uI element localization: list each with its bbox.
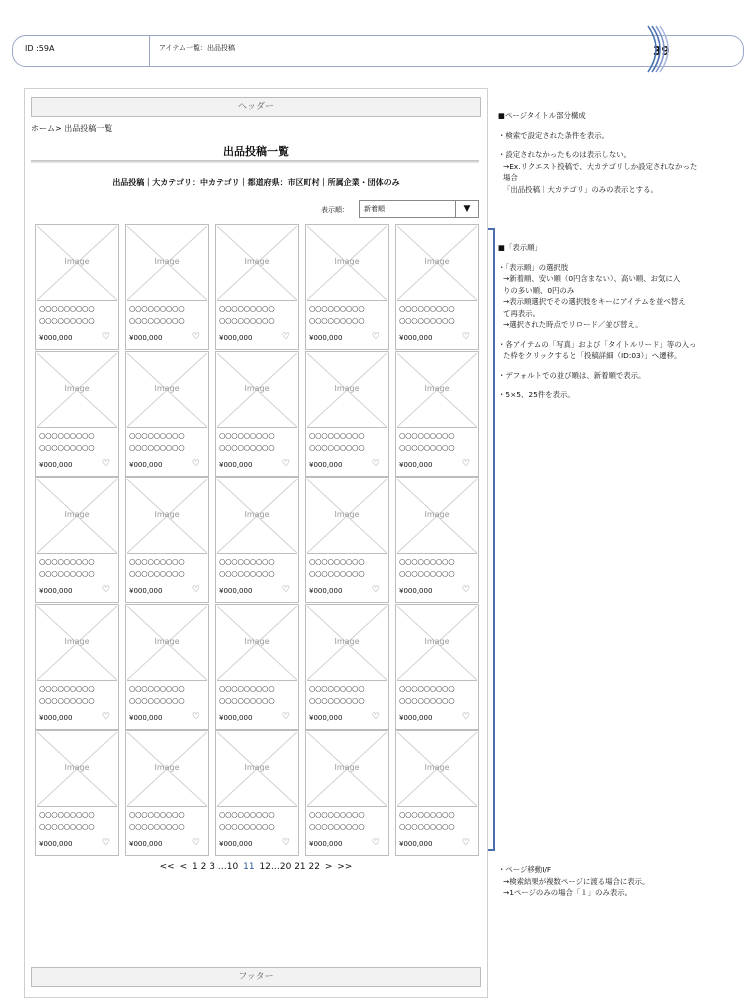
item-title[interactable] <box>39 809 94 833</box>
item-card[interactable] <box>305 477 389 603</box>
note-text: 場合 <box>503 173 518 182</box>
item-title[interactable] <box>219 556 274 580</box>
item-image-placeholder[interactable] <box>127 226 207 301</box>
item-image-placeholder[interactable] <box>37 226 117 301</box>
item-card[interactable] <box>125 224 209 350</box>
notes-sort-section <box>498 242 748 401</box>
item-price: ¥000,000 <box>39 587 73 595</box>
item-title[interactable] <box>309 430 364 454</box>
favorite-heart-icon[interactable]: ♡ <box>281 585 290 595</box>
note-text: →表示順選択でその選択肢をキーにアイテムを並べ替え <box>503 297 686 306</box>
item-title[interactable] <box>129 303 184 327</box>
item-card[interactable] <box>125 351 209 477</box>
item-title-line: ○○○○○○○○○ <box>399 683 455 693</box>
note-heading: ■ページタイトル部分構成 <box>498 111 586 120</box>
favorite-heart-icon[interactable]: ♡ <box>281 838 290 848</box>
dropdown-arrow-icon[interactable]: ▼ <box>455 201 478 217</box>
item-title-line: ○○○○○○○○○ <box>219 695 275 705</box>
item-title[interactable] <box>219 303 274 327</box>
item-title-line: ○○○○○○○○○ <box>39 442 95 452</box>
item-card[interactable] <box>395 604 479 730</box>
item-image-placeholder[interactable] <box>37 732 117 807</box>
favorite-heart-icon[interactable]: ♡ <box>371 585 380 595</box>
item-price: ¥000,000 <box>39 460 73 469</box>
footer-placeholder: フッター <box>31 967 481 987</box>
annotation-bracket <box>488 228 495 851</box>
item-card[interactable] <box>35 604 119 730</box>
item-price: ¥000,000 <box>309 460 343 469</box>
item-title-line: ○○○○○○○○○ <box>129 810 185 819</box>
image-label: Image <box>424 510 450 519</box>
item-price: ¥000,000 <box>219 713 253 722</box>
item-title-line: ○○○○○○○○○ <box>39 569 95 578</box>
item-price: ¥000,000 <box>129 713 163 722</box>
page-title: 出品投稿一覧 <box>223 145 289 158</box>
image-label: Image <box>424 383 450 393</box>
image-label: Image <box>64 510 90 519</box>
item-title-line: ○○○○○○○○○ <box>219 304 275 313</box>
item-title[interactable] <box>399 809 454 833</box>
title-underline <box>31 160 479 163</box>
header-placeholder: ヘッダー <box>31 97 481 117</box>
item-title-line: ○○○○○○○○○ <box>399 822 455 831</box>
item-title[interactable] <box>129 430 184 454</box>
item-title-line: ○○○○○○○○○ <box>309 557 365 566</box>
item-title-line: ○○○○○○○○○ <box>129 569 185 578</box>
item-card[interactable] <box>125 604 209 730</box>
image-label: Image <box>334 510 360 519</box>
item-title[interactable] <box>39 556 94 580</box>
item-title[interactable] <box>219 430 274 454</box>
item-card[interactable] <box>215 477 299 603</box>
item-card[interactable] <box>35 224 119 350</box>
item-title-line: ○○○○○○○○○ <box>129 304 185 313</box>
favorite-heart-icon[interactable]: ♡ <box>191 711 200 722</box>
image-label: Image <box>244 510 270 519</box>
page-number: 39 <box>653 44 670 58</box>
image-label: Image <box>64 636 90 646</box>
item-price: ¥000,000 <box>129 334 163 342</box>
item-price: ¥000,000 <box>219 840 253 848</box>
item-card[interactable] <box>215 730 299 856</box>
item-card[interactable] <box>215 604 299 730</box>
item-price: ¥000,000 <box>399 460 433 469</box>
item-image-placeholder[interactable] <box>217 353 297 428</box>
item-price: ¥000,000 <box>399 713 433 722</box>
item-image-placeholder[interactable] <box>127 732 207 807</box>
sort-select[interactable] <box>359 200 479 218</box>
item-image-placeholder[interactable] <box>307 606 387 681</box>
item-price: ¥000,000 <box>399 840 433 848</box>
item-title[interactable] <box>309 556 364 580</box>
item-image-placeholder[interactable] <box>307 732 387 807</box>
pager-pages-after[interactable]: 12…20 21 22 <box>259 862 320 872</box>
image-label: Image <box>244 636 270 646</box>
favorite-heart-icon[interactable]: ♡ <box>101 332 110 342</box>
item-title-line: ○○○○○○○○○ <box>39 557 95 566</box>
item-title-line: ○○○○○○○○○ <box>129 442 185 452</box>
header-divider <box>149 36 150 66</box>
image-label: Image <box>334 383 360 393</box>
decorative-arcs-icon <box>640 24 670 74</box>
item-title-line: ○○○○○○○○○ <box>399 810 455 819</box>
item-image-placeholder[interactable] <box>397 479 477 554</box>
image-label: Image <box>154 510 180 519</box>
note-text: ・検索で設定された条件を表示。 <box>498 130 609 140</box>
item-price: ¥000,000 <box>39 840 73 848</box>
item-title-line: ○○○○○○○○○ <box>309 695 365 705</box>
breadcrumb[interactable]: ホーム> 出品投稿一覧 <box>31 124 113 133</box>
note-text: ・各アイテムの「写真」および「タイトルリード」等の入っ <box>498 339 697 349</box>
item-image-placeholder[interactable] <box>397 606 477 681</box>
favorite-heart-icon[interactable]: ♡ <box>461 838 470 848</box>
item-title-line: ○○○○○○○○○ <box>309 430 365 440</box>
item-title-line: ○○○○○○○○○ <box>219 683 275 693</box>
item-card[interactable] <box>305 730 389 856</box>
search-conditions: 出品投稿｜大カテゴリ：中カテゴリ｜都道府県：市区町村｜所属企業・団体のみ <box>112 178 400 187</box>
item-title-line: ○○○○○○○○○ <box>39 822 95 831</box>
item-price: ¥000,000 <box>219 587 253 595</box>
image-label: Image <box>64 383 90 393</box>
item-image-placeholder[interactable] <box>37 353 117 428</box>
favorite-heart-icon[interactable]: ♡ <box>101 585 110 595</box>
pager-current: 11 <box>243 862 255 872</box>
item-card[interactable] <box>125 730 209 856</box>
note-text: →選択された時点でリロード／並び替え。 <box>503 320 643 329</box>
item-title-line: ○○○○○○○○○ <box>399 569 455 578</box>
item-card[interactable] <box>395 730 479 856</box>
item-price: ¥000,000 <box>219 334 253 342</box>
item-title-line: ○○○○○○○○○ <box>39 695 95 705</box>
item-price: ¥000,000 <box>309 713 343 722</box>
image-label: Image <box>154 763 180 772</box>
item-card[interactable] <box>305 224 389 350</box>
image-label: Image <box>244 763 270 772</box>
item-title-line: ○○○○○○○○○ <box>309 304 365 313</box>
note-text: →新着順、安い順（0円含まない）、高い順、お気に入 <box>503 274 681 283</box>
favorite-heart-icon[interactable]: ♡ <box>281 458 290 469</box>
item-image-placeholder[interactable] <box>217 732 297 807</box>
screen-title: アイテム一覧：出品投稿 <box>159 44 236 52</box>
item-title-line: ○○○○○○○○○ <box>39 304 95 313</box>
item-image-placeholder[interactable] <box>127 353 207 428</box>
item-price: ¥000,000 <box>129 840 163 848</box>
item-title-line: ○○○○○○○○○ <box>309 810 365 819</box>
item-card[interactable] <box>35 730 119 856</box>
pager-next[interactable]: > <box>324 862 333 872</box>
item-image-placeholder[interactable] <box>37 479 117 554</box>
item-image-placeholder[interactable] <box>127 479 207 554</box>
item-price: ¥000,000 <box>39 713 73 722</box>
item-title-line: ○○○○○○○○○ <box>219 557 275 566</box>
notes-pager-section <box>498 864 748 899</box>
sort-selected-value: 新着順 <box>364 205 385 213</box>
item-title-line: ○○○○○○○○○ <box>399 316 455 325</box>
favorite-heart-icon[interactable]: ♡ <box>281 332 290 342</box>
screen-id: ID :59A <box>25 44 55 53</box>
item-card[interactable] <box>395 224 479 350</box>
pager-last[interactable]: >> <box>337 862 353 872</box>
favorite-heart-icon[interactable]: ♡ <box>371 458 380 469</box>
favorite-heart-icon[interactable]: ♡ <box>371 838 380 848</box>
item-image-placeholder[interactable] <box>307 226 387 301</box>
pager-pages-before[interactable]: 1 2 3 …10 <box>192 862 239 872</box>
item-image-placeholder[interactable] <box>397 226 477 301</box>
image-label: Image <box>424 763 450 772</box>
item-title-line: ○○○○○○○○○ <box>309 569 365 578</box>
image-label: Image <box>424 636 450 646</box>
item-price: ¥000,000 <box>129 460 163 469</box>
image-label: Image <box>154 257 180 266</box>
image-label: Image <box>64 763 90 772</box>
item-title-line: ○○○○○○○○○ <box>399 695 455 705</box>
item-title[interactable] <box>129 809 184 833</box>
item-title[interactable] <box>39 683 94 707</box>
image-label: Image <box>64 257 90 266</box>
item-title[interactable] <box>309 303 364 327</box>
item-title-line: ○○○○○○○○○ <box>129 316 185 325</box>
item-title-line: ○○○○○○○○○ <box>39 810 95 819</box>
note-text: →検索結果が複数ページに渡る場合に表示。 <box>503 876 650 886</box>
item-price: ¥000,000 <box>309 334 343 342</box>
item-title[interactable] <box>309 809 364 833</box>
item-title[interactable] <box>219 683 274 707</box>
item-title[interactable] <box>39 430 94 454</box>
image-label: Image <box>244 383 270 393</box>
favorite-heart-icon[interactable]: ♡ <box>461 711 470 722</box>
item-card[interactable] <box>395 351 479 477</box>
favorite-heart-icon[interactable]: ♡ <box>371 711 380 722</box>
favorite-heart-icon[interactable]: ♡ <box>191 458 200 469</box>
item-image-placeholder[interactable] <box>217 226 297 301</box>
item-title-line: ○○○○○○○○○ <box>129 557 185 566</box>
item-card[interactable] <box>305 351 389 477</box>
item-card[interactable] <box>35 477 119 603</box>
item-title-line: ○○○○○○○○○ <box>129 683 185 693</box>
image-label: Image <box>154 383 180 393</box>
item-title-line: ○○○○○○○○○ <box>399 557 455 566</box>
item-title[interactable] <box>129 683 184 707</box>
wireframe-frame <box>24 88 488 998</box>
favorite-heart-icon[interactable]: ♡ <box>461 585 470 595</box>
favorite-heart-icon[interactable]: ♡ <box>101 458 110 469</box>
item-title-line: ○○○○○○○○○ <box>129 430 185 440</box>
note-heading: ■「表示順」 <box>498 243 542 252</box>
item-card[interactable] <box>215 351 299 477</box>
image-label: Image <box>244 257 270 266</box>
item-title-line: ○○○○○○○○○ <box>219 810 275 819</box>
notes-title-section <box>498 110 748 195</box>
item-title[interactable] <box>129 556 184 580</box>
item-title-line: ○○○○○○○○○ <box>219 822 275 831</box>
image-label: Image <box>334 763 360 772</box>
item-title[interactable] <box>219 809 274 833</box>
item-title-line: ○○○○○○○○○ <box>399 304 455 313</box>
note-text: ・5×5、25件を表示。 <box>498 390 575 399</box>
pager-first[interactable]: << <box>159 862 175 872</box>
favorite-heart-icon[interactable]: ♡ <box>191 585 200 595</box>
item-title[interactable] <box>399 430 454 454</box>
image-label: Image <box>334 636 360 646</box>
note-text: ・デフォルトでの並び順は、新着順で表示。 <box>498 370 646 380</box>
spec-header-bar <box>12 35 744 67</box>
item-price: ¥000,000 <box>399 587 433 595</box>
item-image-placeholder[interactable] <box>217 479 297 554</box>
item-title-line: ○○○○○○○○○ <box>399 442 455 452</box>
item-image-placeholder[interactable] <box>397 353 477 428</box>
item-price: ¥000,000 <box>39 334 73 342</box>
item-title-line: ○○○○○○○○○ <box>309 683 365 693</box>
item-title[interactable] <box>399 683 454 707</box>
note-text: →Ex.リクエスト投稿で、大カテゴリしか設定されなかった <box>503 161 698 171</box>
item-card[interactable] <box>125 477 209 603</box>
item-card[interactable] <box>35 351 119 477</box>
item-title-line: ○○○○○○○○○ <box>219 430 275 440</box>
item-image-placeholder[interactable] <box>217 606 297 681</box>
note-text: て再表示。 <box>503 308 540 318</box>
favorite-heart-icon[interactable]: ♡ <box>371 332 380 342</box>
item-image-placeholder[interactable] <box>37 606 117 681</box>
item-title-line: ○○○○○○○○○ <box>39 430 95 440</box>
item-price: ¥000,000 <box>309 587 343 595</box>
item-card[interactable] <box>305 604 389 730</box>
note-text: ・ページ移動I/F <box>498 865 552 874</box>
sort-label: 表示順： <box>321 206 349 214</box>
item-title[interactable] <box>399 303 454 327</box>
image-label: Image <box>424 257 450 266</box>
item-price: ¥000,000 <box>219 460 253 469</box>
item-price: ¥000,000 <box>309 840 343 848</box>
note-text: りの多い順、0円のみ <box>503 285 575 295</box>
item-card[interactable] <box>395 477 479 603</box>
favorite-heart-icon[interactable]: ♡ <box>101 711 110 722</box>
item-price: ¥000,000 <box>399 334 433 342</box>
item-title[interactable] <box>309 683 364 707</box>
item-title-line: ○○○○○○○○○ <box>129 822 185 831</box>
item-image-placeholder[interactable] <box>127 606 207 681</box>
note-text: ・設定されなかったものは表示しない。 <box>498 150 632 159</box>
item-title-line: ○○○○○○○○○ <box>219 442 275 452</box>
item-title-line: ○○○○○○○○○ <box>309 316 365 325</box>
note-text: 「出品投稿｜大カテゴリ」のみの表示とする。 <box>503 184 658 194</box>
note-text: ・「表示順」の選択肢 <box>498 262 569 272</box>
favorite-heart-icon[interactable]: ♡ <box>461 458 470 469</box>
favorite-heart-icon[interactable]: ♡ <box>281 711 290 722</box>
item-title-line: ○○○○○○○○○ <box>399 430 455 440</box>
image-label: Image <box>154 636 180 646</box>
favorite-heart-icon[interactable]: ♡ <box>101 838 110 848</box>
note-text: →1ページのみの場合「１」のみ表示。 <box>503 888 632 897</box>
image-label: Image <box>334 257 360 266</box>
item-price: ¥000,000 <box>129 587 163 595</box>
note-text: た枠をクリックすると「投稿詳細（ID:03）」へ遷移。 <box>503 351 682 360</box>
item-title-line: ○○○○○○○○○ <box>309 822 365 831</box>
item-title-line: ○○○○○○○○○ <box>39 683 95 693</box>
pager-prev[interactable]: < <box>179 862 188 872</box>
item-title-line: ○○○○○○○○○ <box>309 442 365 452</box>
item-image-placeholder[interactable] <box>397 732 477 807</box>
item-title-line: ○○○○○○○○○ <box>39 316 95 325</box>
item-title-line: ○○○○○○○○○ <box>219 316 275 325</box>
item-title-line: ○○○○○○○○○ <box>129 695 185 705</box>
item-image-placeholder[interactable] <box>307 479 387 554</box>
pagination <box>25 862 487 872</box>
item-title[interactable] <box>399 556 454 580</box>
favorite-heart-icon[interactable]: ♡ <box>461 332 470 342</box>
item-title[interactable] <box>39 303 94 327</box>
favorite-heart-icon[interactable]: ♡ <box>191 838 200 848</box>
item-card[interactable] <box>215 224 299 350</box>
favorite-heart-icon[interactable]: ♡ <box>191 332 200 342</box>
item-image-placeholder[interactable] <box>307 353 387 428</box>
item-title-line: ○○○○○○○○○ <box>219 569 275 578</box>
